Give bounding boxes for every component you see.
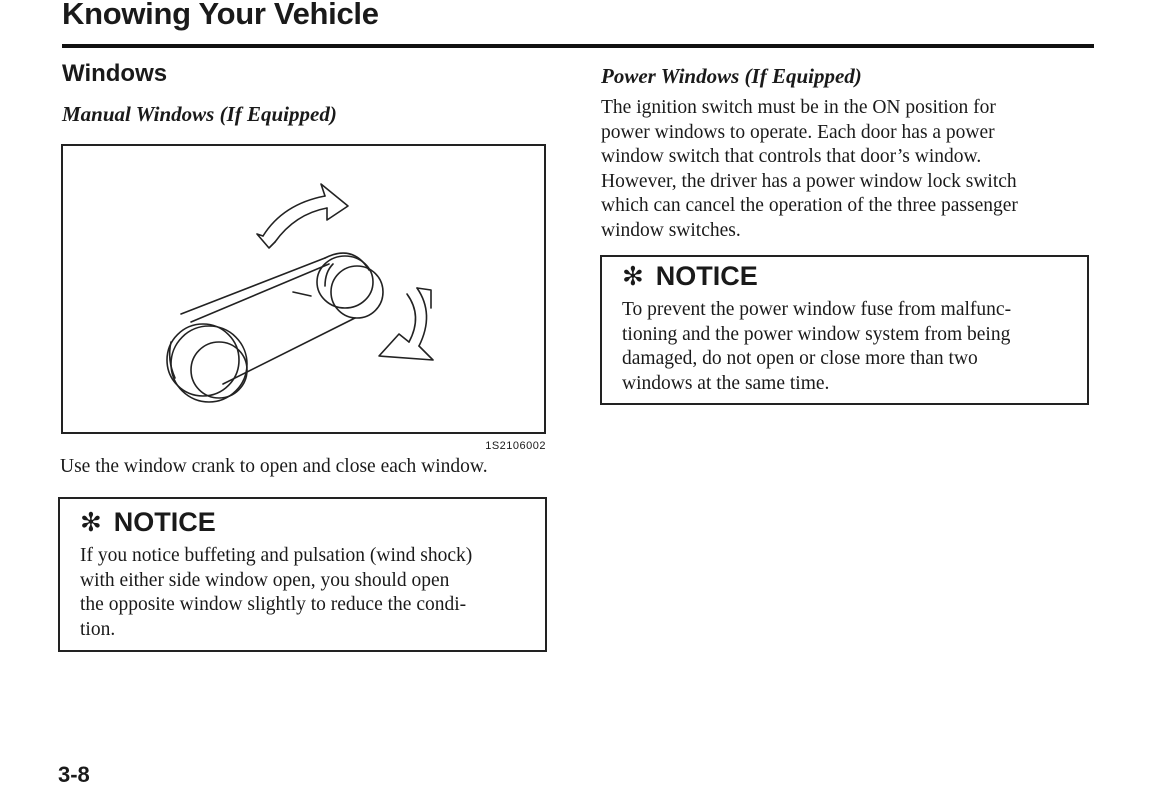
body-line: power windows to operate. Each door has a power	[601, 121, 995, 143]
figure-id: 1S2106002	[485, 440, 546, 452]
asterisk-icon: ✻	[80, 507, 102, 537]
notice-box-power-fuse	[600, 255, 1089, 405]
curved-arrow-counterclockwise-icon	[257, 184, 348, 248]
notice-box-wind-shock	[58, 497, 547, 652]
body-line: The ignition switch must be in the ON position for	[601, 97, 996, 118]
notice-title: NOTICE	[655, 261, 758, 291]
power-windows-body	[601, 96, 1081, 243]
power-windows-subheading: Power Windows (If Equipped)	[601, 64, 862, 88]
body-line: However, the driver has a power window lock switch	[601, 170, 1017, 192]
notice-line: To prevent the power window fuse from malfunc-	[622, 299, 1012, 320]
notice-line: tioning and the power window system from being	[622, 323, 1011, 345]
window-crank-illustration	[63, 146, 544, 432]
asterisk-icon: ✻	[622, 261, 644, 291]
notice-line: the opposite window slightly to reduce the condi-	[80, 594, 467, 615]
notice-line: with either side window open, you should open	[80, 569, 450, 591]
window-crank-figure	[61, 144, 546, 434]
page-number: 3-8	[58, 762, 90, 787]
notice-line: If you notice buffeting and pulsation (wind shock)	[80, 545, 473, 566]
body-line: window switch that controls that door’s window.	[601, 146, 982, 167]
notice-body	[80, 544, 472, 642]
notice-line: tion.	[80, 618, 116, 640]
body-line: which can cancel the operation of the three passenger	[601, 195, 1018, 216]
notice-line: damaged, do not open or close more than two	[622, 348, 978, 369]
notice-heading	[622, 261, 758, 292]
notice-heading	[80, 507, 216, 538]
notice-line: windows at the same time.	[622, 372, 830, 394]
manual-windows-subheading: Manual Windows (If Equipped)	[62, 102, 337, 126]
notice-body	[622, 298, 1011, 396]
notice-title: NOTICE	[113, 507, 216, 537]
title-rule	[62, 44, 1094, 48]
curved-arrow-clockwise-icon	[379, 288, 433, 360]
page-title: Knowing Your Vehicle	[62, 0, 379, 31]
body-line: window switches.	[601, 219, 741, 241]
section-heading: Windows	[62, 60, 168, 87]
crank-caption: Use the window crank to open and close each window.	[60, 456, 488, 477]
